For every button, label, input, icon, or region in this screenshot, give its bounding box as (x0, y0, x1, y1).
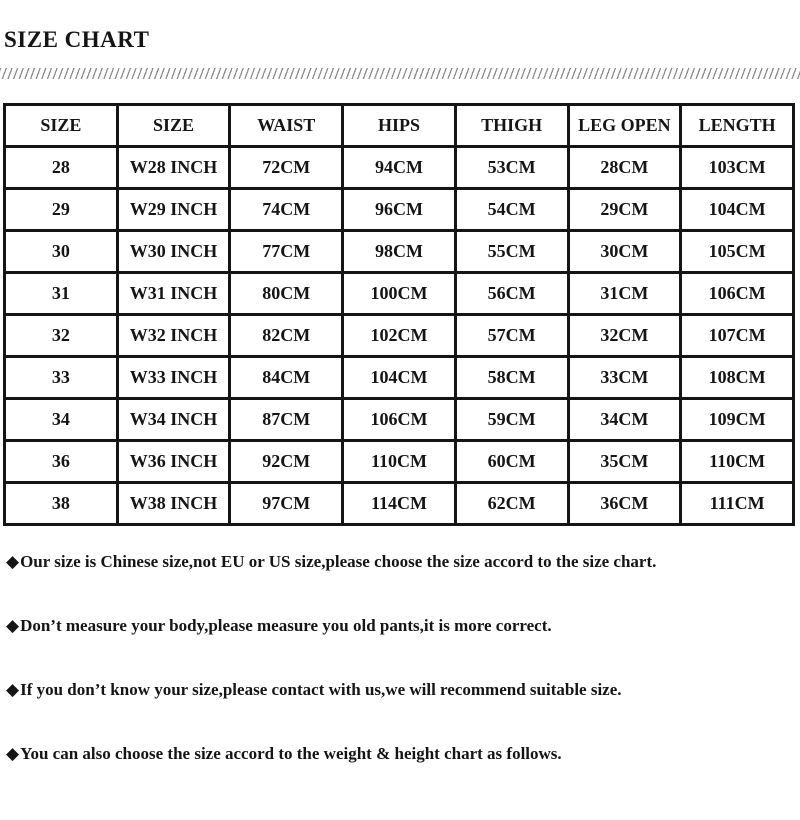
table-cell: 32 (5, 315, 118, 357)
table-cell: W28 INCH (117, 147, 230, 189)
page-title: SIZE CHART (4, 27, 150, 52)
table-cell: 59CM (455, 399, 568, 441)
table-cell: 105CM (681, 231, 794, 273)
table-cell: 96CM (343, 189, 456, 231)
note-item (6, 551, 800, 573)
table-row (5, 231, 794, 273)
table-header-cell: LENGTH (681, 105, 794, 147)
table-cell: 28 (5, 147, 118, 189)
table-cell: 107CM (681, 315, 794, 357)
table-cell: 103CM (681, 147, 794, 189)
table-cell: W30 INCH (117, 231, 230, 273)
table-header-cell: THIGH (455, 105, 568, 147)
table-cell: 80CM (230, 273, 343, 315)
table-cell: 30 (5, 231, 118, 273)
note-item (6, 679, 800, 701)
diamond-bullet-icon: ◆ (6, 552, 20, 571)
table-row (5, 273, 794, 315)
table-cell: 29CM (568, 189, 681, 231)
table-row (5, 147, 794, 189)
table-header-cell: SIZE (117, 105, 230, 147)
table-cell: 97CM (230, 483, 343, 525)
table-cell: 34 (5, 399, 118, 441)
table-cell: 54CM (455, 189, 568, 231)
note-text: If you don’t know your size,please contact with us,we will recommend suitable size. (20, 680, 622, 699)
table-cell: 30CM (568, 231, 681, 273)
diamond-bullet-icon: ◆ (6, 744, 20, 763)
table-cell: 106CM (343, 399, 456, 441)
table-cell: 100CM (343, 273, 456, 315)
table-cell: 33CM (568, 357, 681, 399)
table-cell: 98CM (343, 231, 456, 273)
table-header-row (5, 105, 794, 147)
table-cell: 57CM (455, 315, 568, 357)
table-cell: 104CM (681, 189, 794, 231)
table-cell: 72CM (230, 147, 343, 189)
table-cell: 102CM (343, 315, 456, 357)
table-cell: W38 INCH (117, 483, 230, 525)
table-row (5, 357, 794, 399)
diamond-bullet-icon: ◆ (6, 680, 20, 699)
table-cell: 55CM (455, 231, 568, 273)
table-header-cell: WAIST (230, 105, 343, 147)
table-header-cell: SIZE (5, 105, 118, 147)
table-header-cell: LEG OPEN (568, 105, 681, 147)
table-row (5, 483, 794, 525)
table-cell: 77CM (230, 231, 343, 273)
table-cell: 114CM (343, 483, 456, 525)
table-cell: 109CM (681, 399, 794, 441)
note-text: Don’t measure your body,please measure you old pants,it is more correct. (20, 616, 552, 635)
note-text: You can also choose the size accord to the weight & height chart as follows. (20, 744, 562, 763)
table-cell: W36 INCH (117, 441, 230, 483)
note-item (6, 743, 800, 765)
table-cell: 38 (5, 483, 118, 525)
table-header (5, 105, 794, 147)
table-cell: W34 INCH (117, 399, 230, 441)
table-cell: 92CM (230, 441, 343, 483)
table-cell: 94CM (343, 147, 456, 189)
table-cell: W31 INCH (117, 273, 230, 315)
table-cell: 35CM (568, 441, 681, 483)
table-cell: 108CM (681, 357, 794, 399)
table-cell: 36CM (568, 483, 681, 525)
table-cell: 29 (5, 189, 118, 231)
table-cell: 82CM (230, 315, 343, 357)
table-cell: W32 INCH (117, 315, 230, 357)
table-cell: 28CM (568, 147, 681, 189)
table-cell: 84CM (230, 357, 343, 399)
table-cell: 74CM (230, 189, 343, 231)
diamond-bullet-icon: ◆ (6, 616, 20, 635)
note-text: Our size is Chinese size,not EU or US size,please choose the size accord to the size chart. (20, 552, 657, 571)
table-cell: 110CM (681, 441, 794, 483)
size-chart-table (3, 103, 795, 526)
table-row (5, 441, 794, 483)
table-cell: 110CM (343, 441, 456, 483)
table-cell: 87CM (230, 399, 343, 441)
table-cell: 56CM (455, 273, 568, 315)
table-cell: W33 INCH (117, 357, 230, 399)
table-row (5, 315, 794, 357)
table-cell: 104CM (343, 357, 456, 399)
table-cell: 36 (5, 441, 118, 483)
table-cell: 53CM (455, 147, 568, 189)
table-cell: 31 (5, 273, 118, 315)
divider-hatch-top (0, 68, 800, 79)
table-cell: 106CM (681, 273, 794, 315)
notes-list (6, 551, 800, 765)
table-cell: 33 (5, 357, 118, 399)
table-row (5, 399, 794, 441)
table-header-cell: HIPS (343, 105, 456, 147)
table-cell: 32CM (568, 315, 681, 357)
table-cell: W29 INCH (117, 189, 230, 231)
note-item (6, 615, 800, 637)
table-body (5, 147, 794, 525)
table-cell: 58CM (455, 357, 568, 399)
table-row (5, 189, 794, 231)
table-cell: 34CM (568, 399, 681, 441)
table-cell: 60CM (455, 441, 568, 483)
table-cell: 31CM (568, 273, 681, 315)
table-cell: 111CM (681, 483, 794, 525)
table-cell: 62CM (455, 483, 568, 525)
